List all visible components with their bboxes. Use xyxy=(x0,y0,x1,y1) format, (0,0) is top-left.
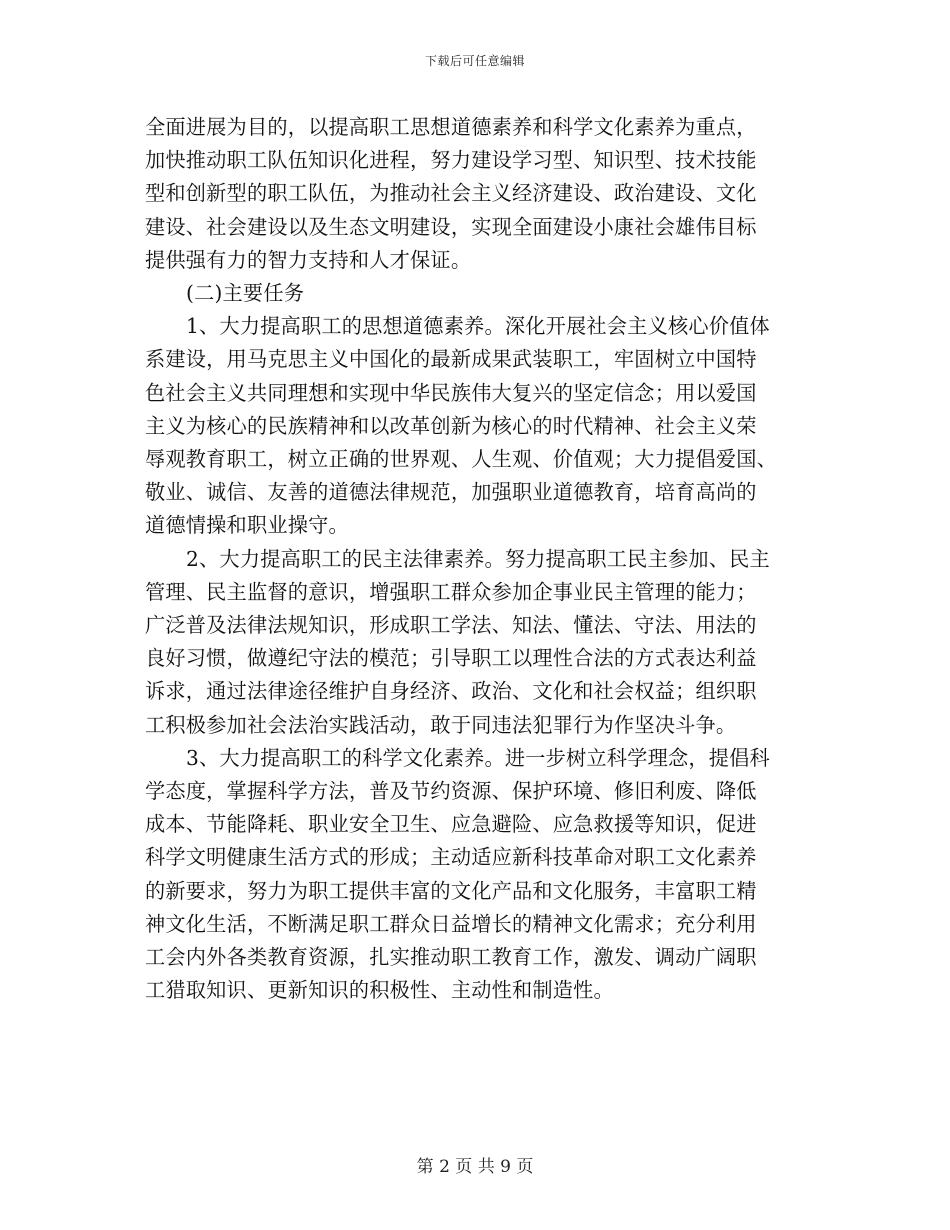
text-line: 工猎取知识、更新知识的积极性、主动性和制造性。 xyxy=(145,978,614,1003)
text-line: 色社会主义共同理想和实现中华民族伟大复兴的坚定信念；用以爱国 xyxy=(145,380,757,405)
text-line: 广泛普及法律法规知识，形成职工学法、知法、懂法、守法、用法的 xyxy=(145,613,757,638)
text-line: 良好习惯，做遵纪守法的模范；引导职工以理性合法的方式表达利益 xyxy=(145,646,757,671)
text-line: 管理、民主监督的意识，增强职工群众参加企事业民主管理的能力； xyxy=(145,579,757,604)
text-line: 系建设，用马克思主义中国化的最新成果武装职工，牢固树立中国特 xyxy=(145,347,757,372)
section-heading: (二)主要任务 xyxy=(186,281,305,306)
page-number: 第 2 页 共 9 页 xyxy=(416,1157,534,1177)
text-line: 建设、社会建设以及生态文明建设，实现全面建设小康社会雄伟目标 xyxy=(145,214,757,239)
text-line: 敬业、诚信、友善的道德法律规范，加强职业道德教育，培育高尚的 xyxy=(145,480,757,505)
text-line: 道德情操和职业操守。 xyxy=(145,513,349,538)
text-line: 主义为核心的民族精神和以改革创新为核心的时代精神、社会主义荣 xyxy=(145,413,757,438)
paragraph-start: 2、大力提高职工的民主法律素养。努力提高职工民主参加、民主 xyxy=(186,546,770,571)
paragraph-start: 1、大力提高职工的思想道德素养。深化开展社会主义核心价值体 xyxy=(186,314,770,339)
text-line: 提供强有力的智力支持和人才保证。 xyxy=(145,247,472,272)
text-line: 成本、节能降耗、职业安全卫生、应急避险、应急救援等知识，促进 xyxy=(145,812,757,837)
text-line: 的新要求，努力为职工提供丰富的文化产品和文化服务，丰富职工精 xyxy=(145,878,757,903)
text-line: 全面进展为目的，以提高职工思想道德素养和科学文化素养为重点， xyxy=(145,115,757,139)
paragraph-start: 3、大力提高职工的科学文化素养。进一步树立科学理念，提倡科 xyxy=(186,745,770,770)
document-body xyxy=(145,111,805,1007)
text-line: 型和创新型的职工队伍，为推动社会主义经济建设、政治建设、文化 xyxy=(145,181,757,206)
text-line: 科学文明健康生活方式的形成；主动适应新科技革命对职工文化素养 xyxy=(145,845,757,870)
text-line: 辱观教育职工，树立正确的世界观、人生观、价值观；大力提倡爱国、 xyxy=(145,447,778,472)
text-line: 学态度，掌握科学方法，普及节约资源、保护环境、修旧利废、降低 xyxy=(145,779,757,804)
text-line: 加快推动职工队伍知识化进程，努力建设学习型、知识型、技术技能 xyxy=(145,148,757,173)
text-line: 工会内外各类教育资源，扎实推动职工教育工作，激发、调动广阔职 xyxy=(145,945,757,970)
text-line: 工积极参加社会法治实践活动，敢于同违法犯罪行为作坚决斗争。 xyxy=(145,712,737,737)
page-header-note: 下载后可任意编辑 xyxy=(424,54,525,68)
text-line: 神文化生活，不断满足职工群众日益增长的精神文化需求；充分利用 xyxy=(145,911,757,936)
text-line: 诉求，通过法律途径维护自身经济、政治、文化和社会权益；组织职 xyxy=(145,679,757,704)
